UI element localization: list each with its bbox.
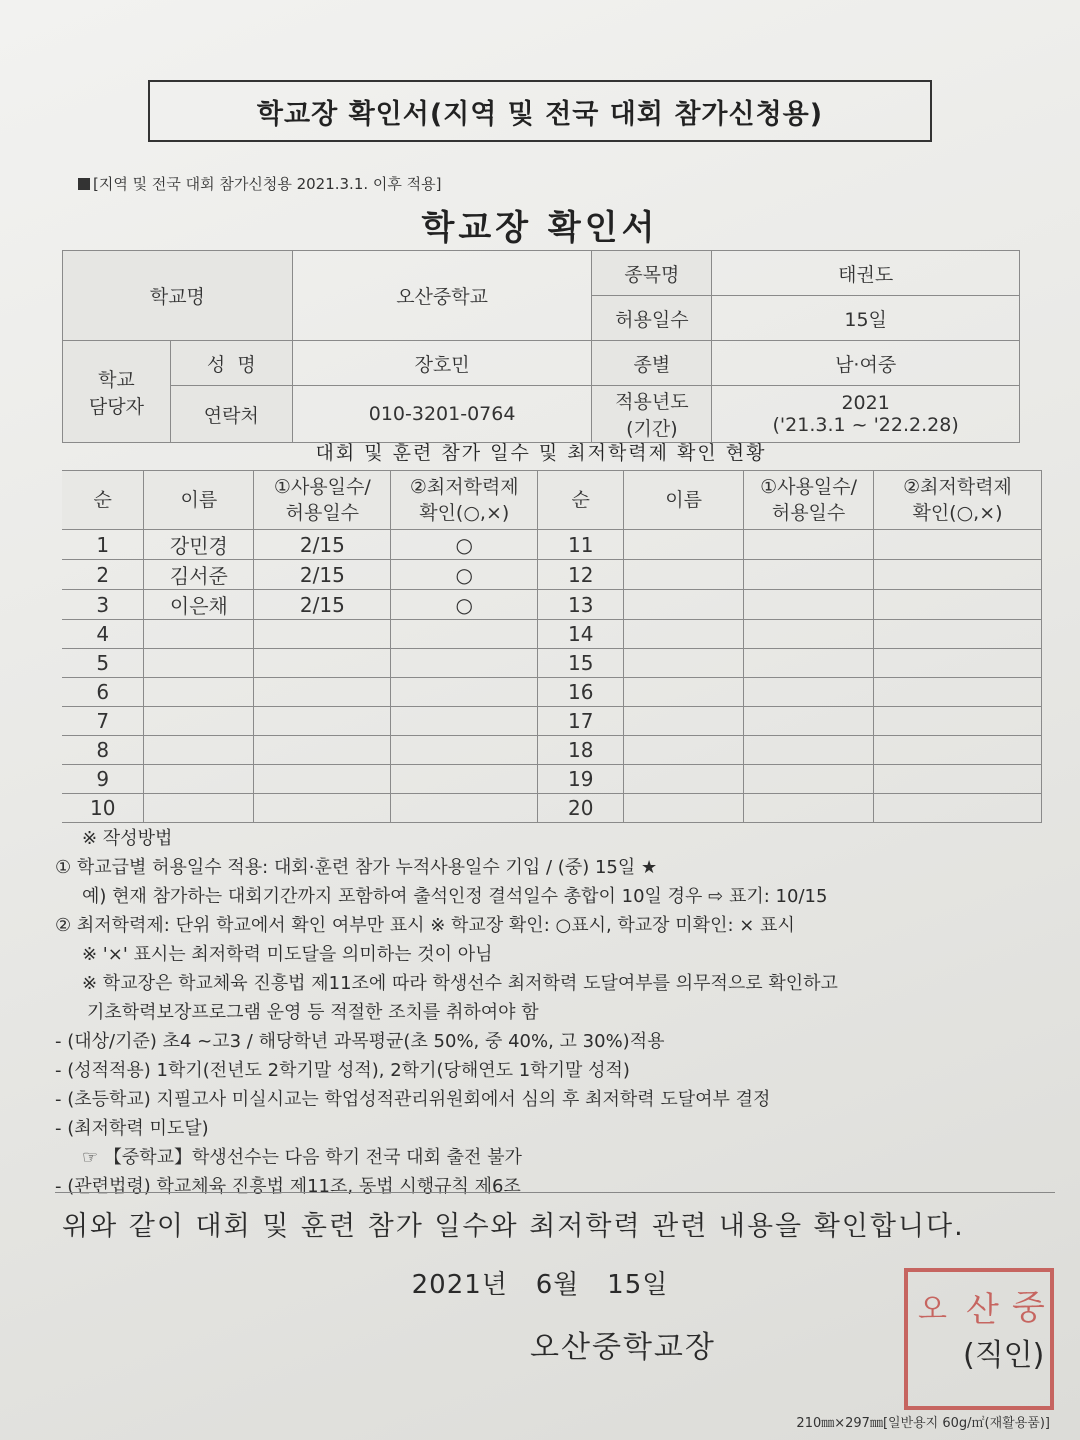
row-num-right: 16	[538, 678, 624, 707]
row-days	[254, 707, 391, 736]
info-table	[62, 250, 1020, 443]
note-item: - (성적적용) 1학기(전년도 2학기말 성적), 2학기(당해연도 1학기말 성적)	[55, 1060, 630, 1081]
row-num: 3	[62, 590, 144, 620]
row-days-right	[744, 590, 874, 620]
row-num-right: 20	[538, 794, 624, 823]
header-days-line2: 허용일수	[285, 502, 360, 524]
header-days-line1: ①사용일수/	[760, 476, 857, 498]
year-label-line2: (기간)	[626, 418, 678, 440]
gender-value: 남·여중	[712, 341, 1020, 386]
row-num: 1	[62, 530, 144, 560]
table-header-row	[62, 471, 1042, 530]
table-row	[62, 560, 1042, 590]
issue-date: 2021년 6월 15일	[411, 1270, 669, 1300]
note-item: ① 학교급별 허용일수 적용: 대회·훈련 참가 누적사용일수 기입 / (중) 15일 ★	[55, 857, 658, 878]
subheader-text: [지역 및 전국 대회 참가신청용 2021.3.1. 이후 적용]	[93, 175, 442, 193]
row-days	[254, 736, 391, 765]
header-days-left	[254, 471, 391, 530]
row-name-right	[624, 620, 744, 649]
row-check-right	[874, 530, 1042, 560]
header-days-line1: ①사용일수/	[273, 476, 371, 498]
header-days-line2: 허용일수	[771, 502, 846, 524]
row-days	[254, 649, 391, 678]
row-days-right	[744, 678, 874, 707]
row-check	[391, 794, 538, 823]
row-check	[391, 765, 538, 794]
row-check-right	[874, 794, 1042, 823]
staff-label	[63, 341, 171, 443]
sport-value: 태권도	[712, 251, 1020, 296]
school-value: 오산중학교	[292, 251, 592, 341]
row-days-right	[744, 530, 874, 560]
table-row	[62, 649, 1042, 678]
row-name	[144, 678, 254, 707]
row-name-right	[624, 765, 744, 794]
header-acad-line2: 확인(○,×)	[912, 502, 1003, 524]
header-acad-line1: ②최저학력제	[903, 476, 1012, 498]
name-label: 성 명	[170, 341, 292, 386]
allowed-days-label: 허용일수	[592, 296, 712, 341]
row-days	[254, 794, 391, 823]
contact-label: 연락처	[170, 386, 292, 443]
header-acad-line1: ②최저학력제	[409, 476, 519, 498]
row-check-right	[874, 765, 1042, 794]
row-days-right	[744, 765, 874, 794]
row-days-right	[744, 620, 874, 649]
row-num: 7	[62, 707, 144, 736]
row-days: 2/15	[254, 590, 391, 620]
square-bullet-icon	[78, 178, 90, 190]
note-heading: ※ 작성방법	[82, 828, 173, 849]
note-item: ※ 학교장은 학교체육 진흥법 제11조에 따라 학생선수 최저학력 도달여부를 의무적으로 확인하고	[82, 973, 838, 994]
header-num-left: 순	[62, 471, 144, 530]
staff-label-line1: 학교	[98, 368, 135, 391]
row-days-right	[744, 794, 874, 823]
row-name-right	[624, 590, 744, 620]
row-check-right	[874, 707, 1042, 736]
row-check: ○	[391, 560, 538, 590]
table-row	[62, 765, 1042, 794]
row-days	[254, 765, 391, 794]
row-name	[144, 765, 254, 794]
row-name-right	[624, 736, 744, 765]
allowed-days-value: 15일	[712, 296, 1020, 341]
row-check	[391, 649, 538, 678]
row-name: 강민경	[144, 530, 254, 560]
row-days-right	[744, 736, 874, 765]
contact-value: 010-3201-0764	[292, 386, 592, 443]
row-name	[144, 707, 254, 736]
row-num-right: 17	[538, 707, 624, 736]
row-check-right	[874, 620, 1042, 649]
row-num-right: 18	[538, 736, 624, 765]
row-name	[144, 649, 254, 678]
row-days	[254, 620, 391, 649]
name-value: 장호민	[292, 341, 592, 386]
header-acad-line2: 확인(○,×)	[419, 502, 510, 524]
participation-table	[62, 470, 1042, 823]
row-days-right	[744, 649, 874, 678]
document-title: 학교장 확인서	[421, 208, 659, 248]
note-item: ☞ 【중학교】학생선수는 다음 학기 전국 대회 출전 불가	[82, 1147, 522, 1168]
note-item: - (관련법령) 학교체육 진흥법 제11조, 동법 시행규칙 제6조	[55, 1176, 521, 1197]
sport-label: 종목명	[592, 251, 712, 296]
row-num: 8	[62, 736, 144, 765]
row-days: 2/15	[254, 530, 391, 560]
year-value-line2: ('21.3.1 ~ '22.2.28)	[772, 414, 959, 436]
row-num-right: 11	[538, 530, 624, 560]
paper-spec-footer: 210㎜×297㎜[일반용지 60g/㎡(재활용품)]	[796, 1416, 1050, 1431]
row-num-right: 13	[538, 590, 624, 620]
note-item: - (최저학력 미도달)	[55, 1118, 209, 1139]
row-num-right: 19	[538, 765, 624, 794]
seal-char: 산	[966, 1290, 999, 1330]
note-item: - (초등학교) 지필고사 미실시교는 학업성적관리위원회에서 심의 후 최저학력 도달여부 결정	[55, 1089, 771, 1110]
seal-label: (직인)	[963, 1338, 1045, 1373]
row-name-right	[624, 707, 744, 736]
divider	[55, 1192, 1055, 1193]
year-label-line1: 적용년도	[615, 391, 689, 413]
row-num: 4	[62, 620, 144, 649]
staff-label-line2: 담당자	[88, 395, 144, 418]
note-item: ② 최저학력제: 단위 학교에서 확인 여부만 표시 ※ 학교장 확인: ○표시, 학교장 미확인: × 표시	[55, 915, 795, 936]
year-value-line1: 2021	[841, 392, 890, 414]
header-acad-left	[391, 471, 538, 530]
note-item: 기초학력보장프로그램 운영 등 적절한 조치를 취하여야 함	[87, 1002, 539, 1023]
row-check	[391, 678, 538, 707]
row-name: 이은채	[144, 590, 254, 620]
header-name-left: 이름	[144, 471, 254, 530]
row-check-right	[874, 590, 1042, 620]
table-row	[62, 794, 1042, 823]
row-num-right: 15	[538, 649, 624, 678]
subheader	[78, 173, 442, 194]
row-num-right: 14	[538, 620, 624, 649]
table-row	[62, 707, 1042, 736]
table-row	[62, 620, 1042, 649]
note-item: ※ '×' 표시는 최저학력 미도달을 의미하는 것이 아님	[82, 944, 493, 965]
confirmation-text: 위와 같이 대회 및 훈련 참가 일수와 최저학력 관련 내용을 확인합니다.	[62, 1211, 965, 1242]
row-num: 10	[62, 794, 144, 823]
row-num: 9	[62, 765, 144, 794]
row-name-right	[624, 560, 744, 590]
row-days-right	[744, 707, 874, 736]
row-num: 5	[62, 649, 144, 678]
note-item: - (대상/기준) 초4 ~고3 / 해당학년 과목평균(초 50%, 중 40%, 고 30%)적용	[55, 1031, 665, 1052]
row-name	[144, 794, 254, 823]
note-item: 예) 현재 참가하는 대회기간까지 포함하여 출석인정 결석일수 총합이 10일 경우 ⇨ 표기: 10/15	[82, 886, 828, 907]
header-name-right: 이름	[624, 471, 744, 530]
row-name	[144, 620, 254, 649]
row-name: 김서준	[144, 560, 254, 590]
header-acad-right	[874, 471, 1042, 530]
row-check-right	[874, 560, 1042, 590]
row-check-right	[874, 736, 1042, 765]
row-name-right	[624, 794, 744, 823]
header-num-right: 순	[538, 471, 624, 530]
row-name-right	[624, 678, 744, 707]
header-days-right	[744, 471, 874, 530]
seal-char: 중	[1012, 1288, 1045, 1328]
table-row	[62, 736, 1042, 765]
row-check	[391, 707, 538, 736]
row-days	[254, 678, 391, 707]
gender-label: 종별	[592, 341, 712, 386]
section-title: 대회 및 훈련 참가 일수 및 최저학력제 확인 현황	[315, 442, 767, 464]
school-label: 학교명	[63, 251, 293, 341]
row-num: 6	[62, 678, 144, 707]
row-days: 2/15	[254, 560, 391, 590]
row-days-right	[744, 560, 874, 590]
table-row	[62, 678, 1042, 707]
row-check: ○	[391, 590, 538, 620]
row-check-right	[874, 649, 1042, 678]
row-num: 2	[62, 560, 144, 590]
row-check: ○	[391, 530, 538, 560]
row-check	[391, 620, 538, 649]
principal-title: 오산중학교장	[530, 1330, 716, 1365]
instructions-block	[55, 824, 1055, 1201]
year-value	[712, 386, 1020, 443]
row-num-right: 12	[538, 560, 624, 590]
row-check-right	[874, 678, 1042, 707]
table-row	[62, 530, 1042, 560]
row-name	[144, 736, 254, 765]
row-check	[391, 736, 538, 765]
row-name-right	[624, 530, 744, 560]
row-name-right	[624, 649, 744, 678]
seal-char: 오	[918, 1292, 947, 1327]
table-row	[62, 590, 1042, 620]
top-title-box: 학교장 확인서(지역 및 전국 대회 참가신청용)	[148, 80, 932, 142]
year-label	[592, 386, 712, 443]
